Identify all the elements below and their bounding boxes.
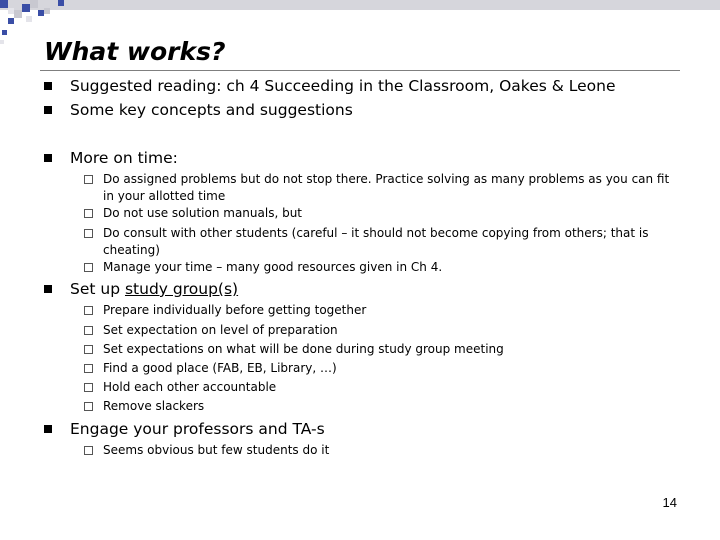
square-bullet-icon [44,106,52,114]
checkbox-bullet-icon [84,263,93,272]
bullet-text-prefix: Set up [70,280,125,298]
checkbox-bullet-icon [84,383,93,392]
underlined-text: study group(s) [124,280,239,298]
sub-item-text: Hold each other accountable [103,380,277,394]
checkbox-bullet-icon [84,209,93,218]
bullet-text [70,279,238,299]
checkbox-bullet-icon [84,446,93,455]
checkbox-bullet-icon [84,175,93,184]
sub-item-text: Seems obvious but few students do it [103,443,330,457]
checkbox-bullet-icon [84,229,93,238]
sub-item-text: Prepare individually before getting together [103,303,367,317]
square-bullet-icon [44,82,52,90]
sub-item-text: Set expectations on what will be done during study group meeting [103,342,504,356]
checkbox-bullet-icon [84,402,93,411]
bullet-text: Some key concepts and suggestions [70,101,353,119]
checkbox-bullet-icon [84,306,93,315]
square-bullet-icon [44,154,52,162]
sub-item-text: Set expectation on level of preparation [103,323,338,337]
sub-item-text: Find a good place (FAB, EB, Library, …) [103,361,337,375]
checkbox-bullet-icon [84,364,93,373]
bullet-text: Suggested reading: ch 4 Succeeding in the Classroom, Oakes & Leone [70,77,616,95]
bullet-text: Engage your professors and TA-s [70,420,325,438]
title-divider [40,70,680,71]
sub-item-text: Remove slackers [103,399,205,413]
sub-item-text: Do assigned problems but do not stop there. Practice solving as many problems as you can fit in your allotted time [103,172,670,203]
page-number: 14 [662,495,677,510]
checkbox-bullet-icon [84,345,93,354]
sub-item-text: Manage your time – many good resources given in Ch 4. [103,260,443,274]
slide-title: What works? [44,37,226,66]
square-bullet-icon [44,425,52,433]
sub-item-text: Do consult with other students (careful – it should not become copying from others; that is cheating) [103,226,649,257]
square-bullet-icon [44,285,52,293]
checkbox-bullet-icon [84,326,93,335]
sub-item-text: Do not use solution manuals, but [103,206,303,220]
bullet-text: More on time: [70,149,178,167]
